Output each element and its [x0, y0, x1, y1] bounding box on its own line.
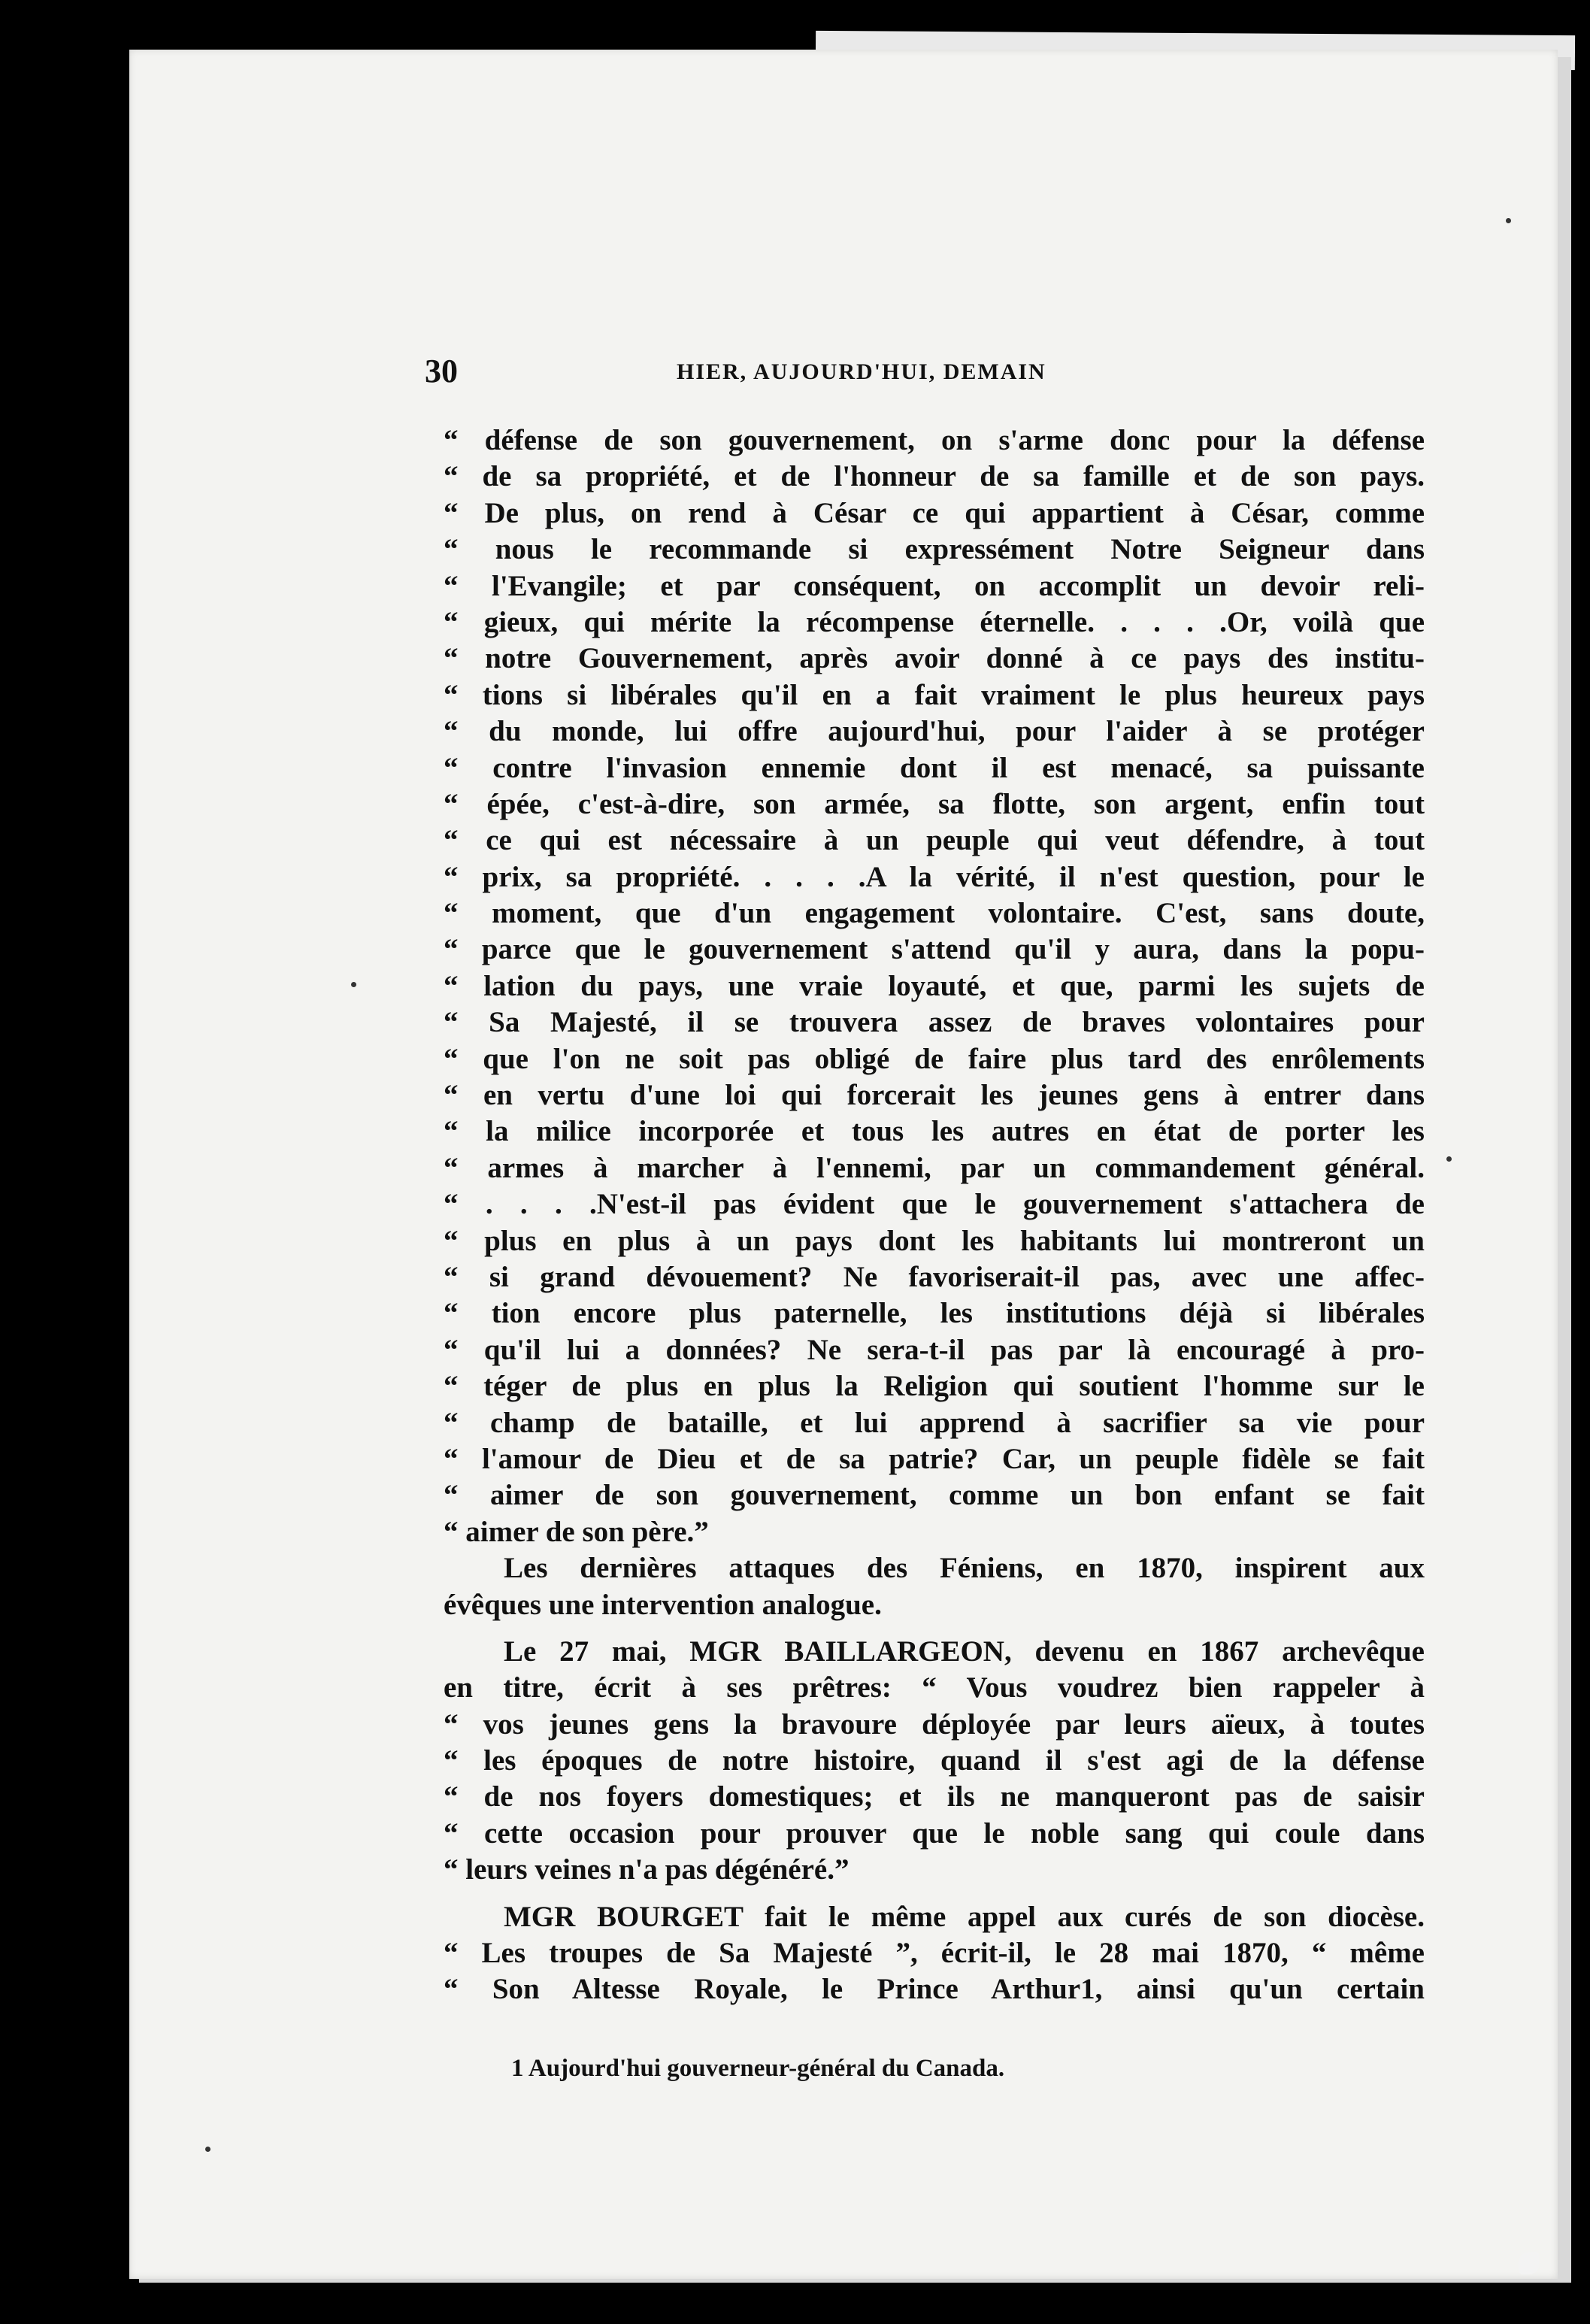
text-line: évêques une intervention analogue.: [444, 1588, 882, 1621]
text-line: “ en vertu d'une loi qui forcerait les jeunes gens à entrer dans: [444, 1079, 1425, 1112]
text-line: “ vos jeunes gens la bravoure déployée par leurs aïeux, à toutes: [444, 1707, 1425, 1741]
scan-speck: [205, 2147, 210, 2152]
text-line: “ parce que le gouvernement s'attend qu'il y aura, dans la popu-: [444, 933, 1425, 966]
text-line: “ qu'il lui a données? Ne sera-t-il pas par là encouragé à pro-: [444, 1333, 1425, 1366]
text-line: “ de nos foyers domestiques; et ils ne manqueront pas de saisir: [444, 1780, 1425, 1813]
text-line: “ si grand dévouement? Ne favoriserait-il pas, avec une affec-: [444, 1260, 1425, 1293]
text-line: “ plus en plus à un pays dont les habitants lui montreront un: [444, 1224, 1425, 1257]
text-line: “ défense de son gouvernement, on s'arme donc pour la défense: [444, 424, 1425, 456]
text-line: “ du monde, lui offre aujourd'hui, pour l'aider à se protéger: [444, 715, 1425, 748]
text-line: “ notre Gouvernement, après avoir donné à ce pays des institu-: [444, 642, 1425, 675]
text-line: “ l'amour de Dieu et de sa patrie? Car, un peuple fidèle se fait: [444, 1442, 1425, 1475]
text-line: “ gieux, qui mérite la récompense éternelle. . . . .Or, voilà que: [444, 605, 1425, 638]
text-line: Le 27 mai, MGR BAILLARGEON, devenu en 1867 archevêque: [504, 1635, 1425, 1668]
text-line: MGR BOURGET fait le même appel aux curés de son diocèse.: [504, 1900, 1425, 1933]
text-line: Les dernières attaques des Féniens, en 1870, inspirent aux: [504, 1552, 1425, 1585]
text-line: “ ce qui est nécessaire à un peuple qui veut défendre, à tout: [444, 824, 1425, 857]
text-line: en titre, écrit à ses prêtres: “ Vous voudrez bien rappeler à: [444, 1671, 1425, 1704]
text-line: “ armes à marcher à l'ennemi, par un commandement général.: [444, 1151, 1425, 1184]
text-line: “ épée, c'est-à-dire, son armée, sa flotte, son argent, enfin tout: [444, 787, 1425, 820]
scan-speck: [1506, 218, 1511, 223]
text-line: “ nous le recommande si expressément Notre Seigneur dans: [444, 533, 1425, 566]
page-number: 30: [425, 353, 458, 389]
text-line: “ Les troupes de Sa Majesté ”, écrit-il, le 28 mai 1870, “ même: [444, 1937, 1425, 1970]
text-line: “ champ de bataille, et lui apprend à sacrifier sa vie pour: [444, 1406, 1425, 1439]
text-line: “ les époques de notre histoire, quand il s'est agi de la défense: [444, 1744, 1425, 1777]
text-line: “ de sa propriété, et de l'honneur de sa famille et de son pays.: [444, 460, 1425, 493]
text-line: “ . . . .N'est-il pas évident que le gouvernement s'attachera de: [444, 1188, 1425, 1221]
text-line: “ tion encore plus paternelle, les institutions déjà si libérales: [444, 1297, 1425, 1330]
text-line: “ De plus, on rend à César ce qui appartient à César, comme: [444, 496, 1425, 529]
text-line: “ aimer de son gouvernement, comme un bon enfant se fait: [444, 1479, 1425, 1512]
scan-speck: [1446, 1156, 1452, 1162]
text-line: “ moment, que d'un engagement volontaire. C'est, sans doute,: [444, 897, 1425, 930]
text-line: “ lation du pays, une vraie loyauté, et que, parmi les sujets de: [444, 969, 1425, 1002]
text-line: “ prix, sa propriété. . . . .A la vérité, il n'est question, pour le: [444, 860, 1425, 893]
text-line: “ leurs veines n'a pas dégénéré.”: [444, 1853, 850, 1886]
text-line: “ que l'on ne soit pas obligé de faire plus tard des enrôlements: [444, 1042, 1425, 1075]
text-line: “ Son Altesse Royale, le Prince Arthur1, ainsi qu'un certain: [444, 1973, 1425, 2006]
running-head: HIER, AUJOURD'HUI, DEMAIN: [677, 359, 1046, 384]
scan-corner-mark: [1519, 2252, 1540, 2274]
text-line: “ téger de plus en plus la Religion qui soutient l'homme sur le: [444, 1370, 1425, 1403]
text-line: “ contre l'invasion ennemie dont il est menacé, sa puissante: [444, 751, 1425, 784]
text-line: “ la milice incorporée et tous les autres en état de porter les: [444, 1115, 1425, 1148]
main-text: [444, 423, 1425, 2008]
text-line: “ l'Evangile; et par conséquent, on accomplit un devoir reli-: [444, 569, 1425, 602]
text-line: “ aimer de son père.”: [444, 1515, 709, 1548]
text-line: “ tions si libérales qu'il en a fait vraiment le plus heureux pays: [444, 678, 1425, 711]
page-header: [425, 352, 1425, 397]
text-line: “ Sa Majesté, il se trouvera assez de braves volontaires pour: [444, 1006, 1425, 1039]
text-line: “ cette occasion pour prouver que le noble sang qui coule dans: [444, 1816, 1425, 1850]
footnote: 1 Aujourd'hui gouverneur-général du Canada.: [511, 2055, 1005, 2082]
scan-speck: [351, 982, 356, 987]
